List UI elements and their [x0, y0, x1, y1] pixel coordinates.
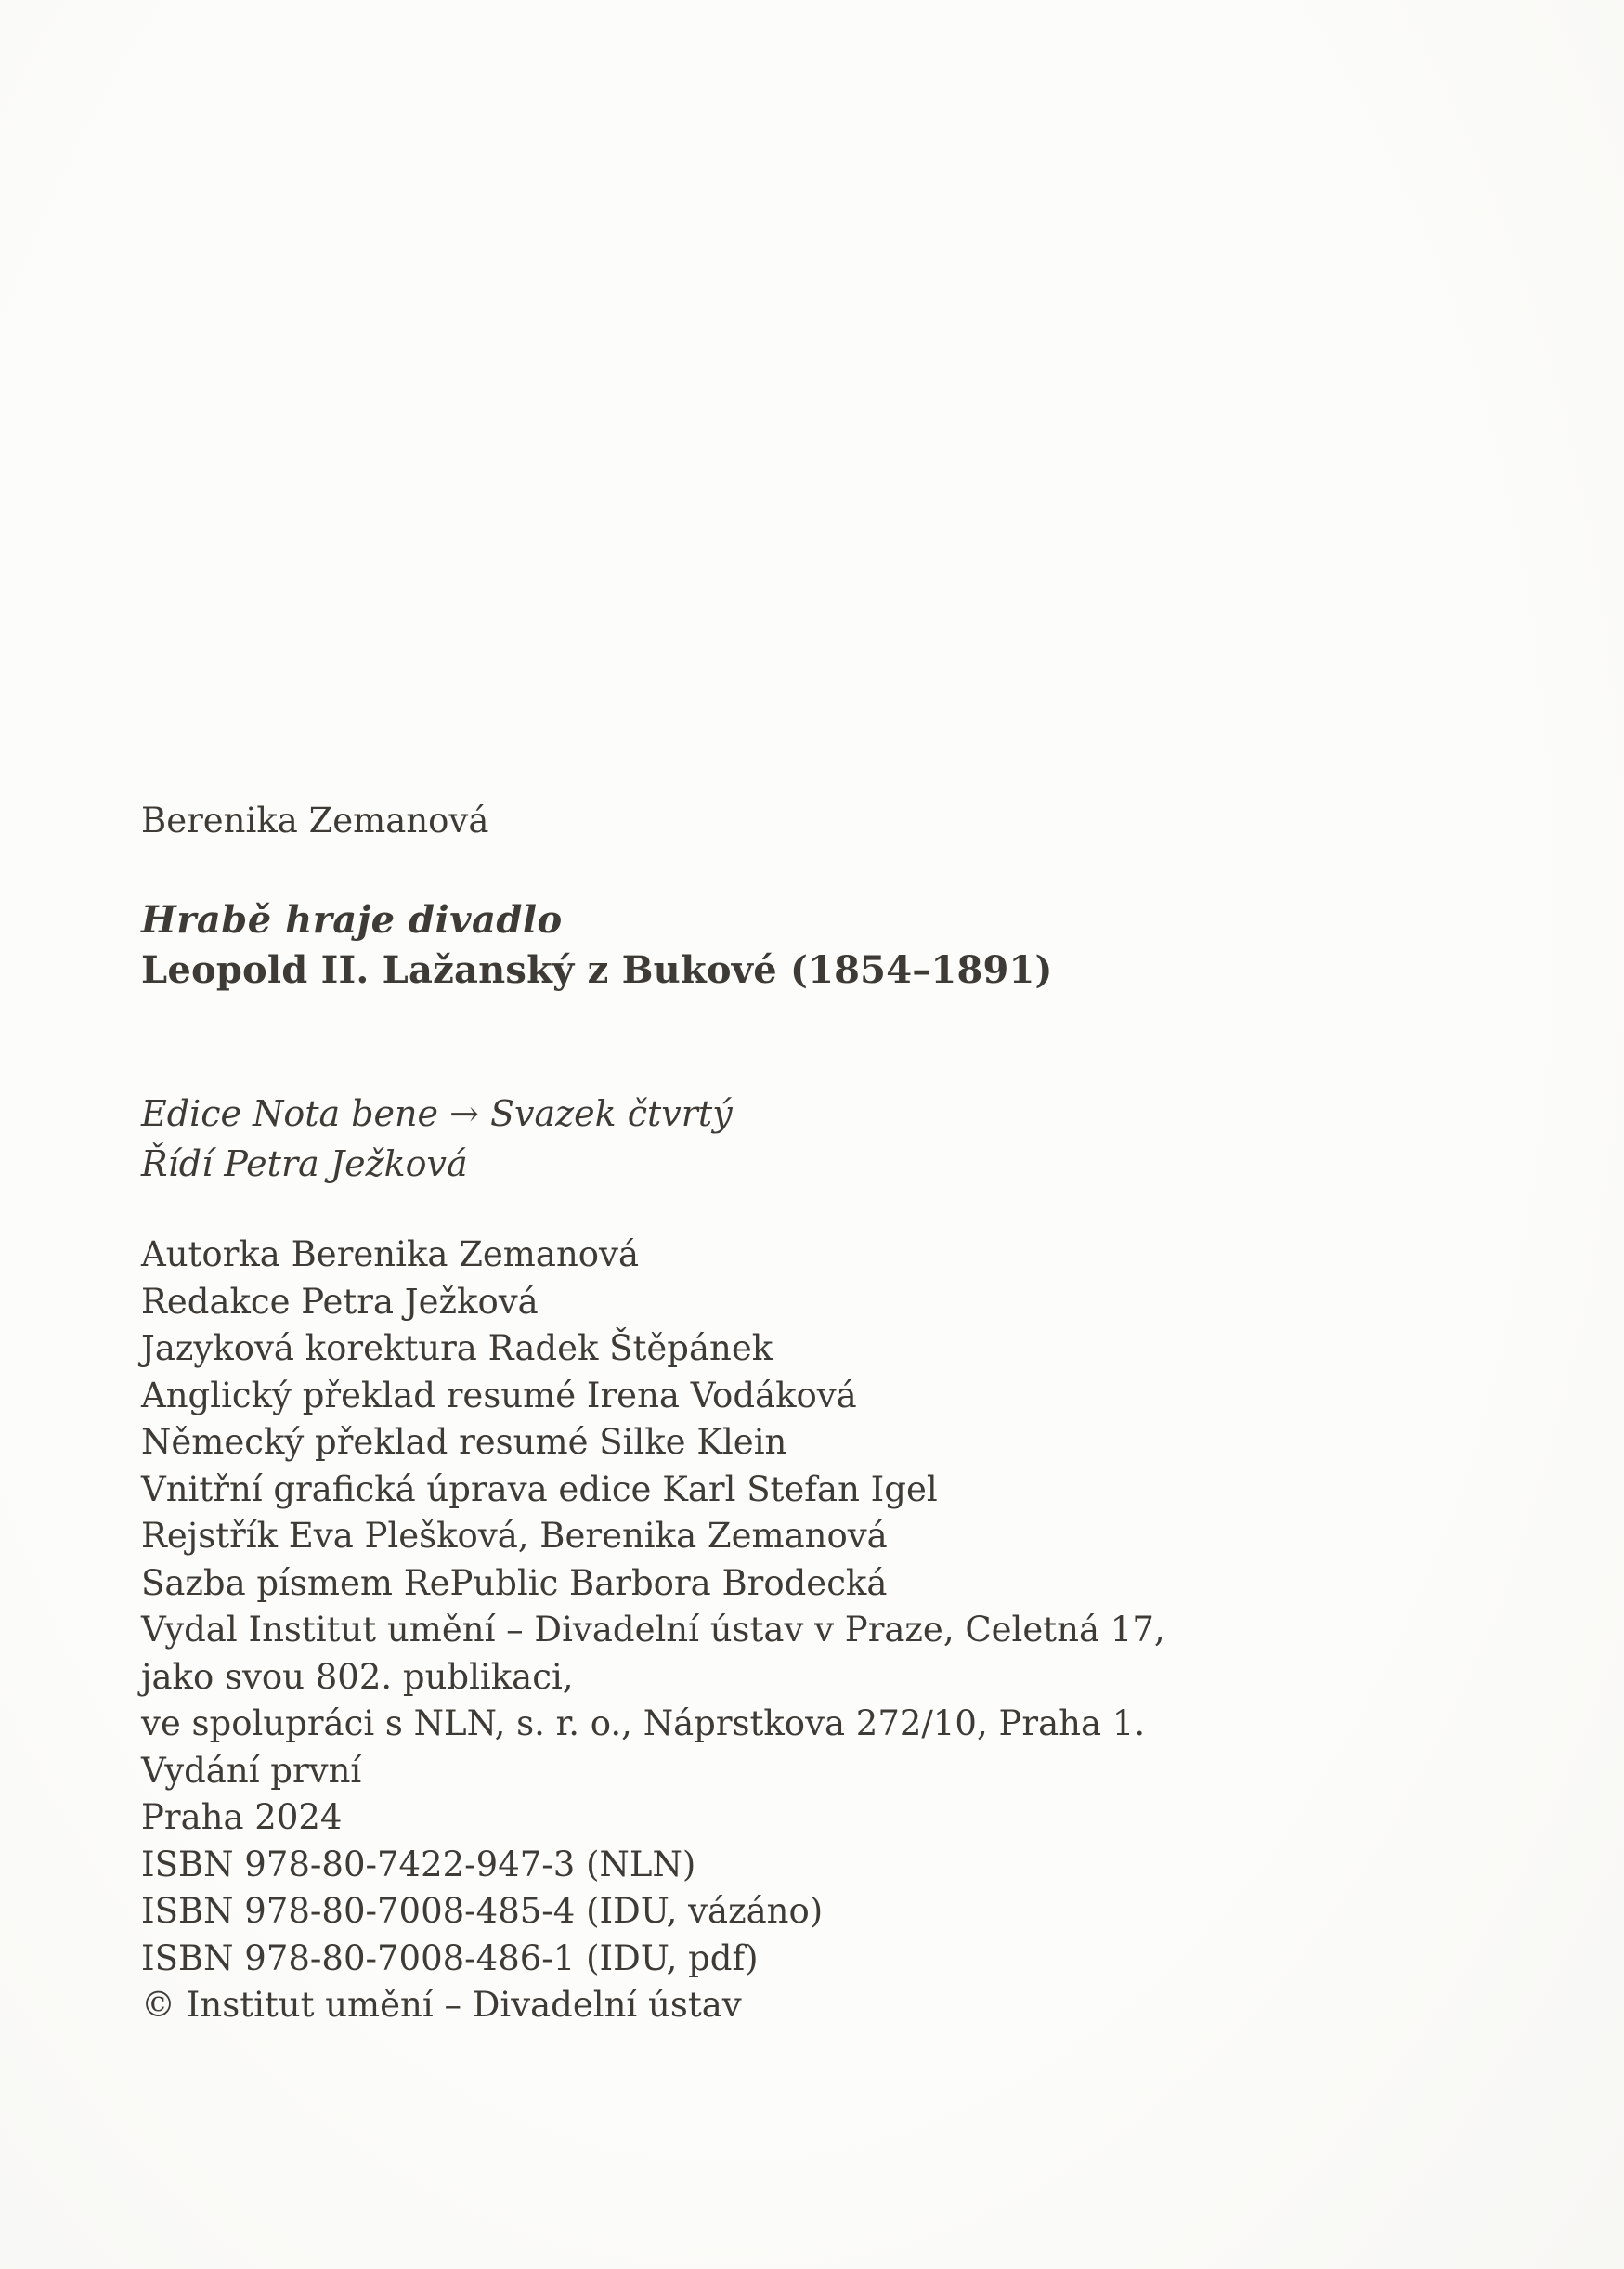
credit-line-editor: Redakce Petra Ježková — [141, 1281, 539, 1322]
credit-line-english-summary: Anglický překlad resumé Irena Vodáková — [141, 1375, 857, 1415]
edition-block — [141, 1089, 1513, 1189]
credit-line-proofreading: Jazyková korektura Radek Štěpánek — [141, 1328, 773, 1368]
credit-line-copyright: © Institut umění – Divadelní ústav — [141, 1985, 742, 2025]
book-subtitle: Leopold II. Lažanský z Bukové (1854–1891) — [141, 948, 1053, 992]
edition-series-line: Edice Nota bene → Svazek čtvrtý — [141, 1093, 733, 1134]
credit-line-place-year: Praha 2024 — [141, 1797, 343, 1837]
credits-block — [141, 1232, 1513, 2029]
credit-line-cooperation: ve spolupráci s NLN, s. r. o., Náprstkova 272/10, Praha 1. — [141, 1703, 1146, 1743]
credit-line-isbn-nln: ISBN 978-80-7422-947-3 (NLN) — [141, 1844, 696, 1884]
credit-line-isbn-idu-pdf: ISBN 978-80-7008-486-1 (IDU, pdf) — [141, 1937, 759, 1978]
credit-line-author: Autorka Berenika Zemanová — [141, 1234, 640, 1274]
edition-editor-line: Řídí Petra Ježková — [141, 1143, 468, 1184]
credit-line-publisher: Vydal Institut umění – Divadelní ústav v Praze, Celetná 17, — [141, 1610, 1165, 1650]
credit-line-typesetting: Sazba písmem RePublic Barbora Brodecká — [141, 1562, 888, 1603]
credit-line-publication-no: jako svou 802. publikaci, — [141, 1656, 574, 1697]
credit-line-edition-number: Vydání první — [141, 1750, 362, 1791]
title-block — [141, 895, 1513, 996]
credit-line-index: Rejstřík Eva Plešková, Berenika Zemanová — [141, 1516, 888, 1556]
author-name: Berenika Zemanová — [141, 801, 489, 841]
credit-line-graphic-design: Vnitřní grafická úprava edice Karl Stefan Igel — [141, 1468, 938, 1509]
credit-line-german-summary: Německý překlad resumé Silke Klein — [141, 1422, 787, 1462]
book-title: Hrabě hraje divadlo — [141, 898, 563, 942]
credit-line-isbn-idu-bound: ISBN 978-80-7008-485-4 (IDU, vázáno) — [141, 1891, 824, 1931]
